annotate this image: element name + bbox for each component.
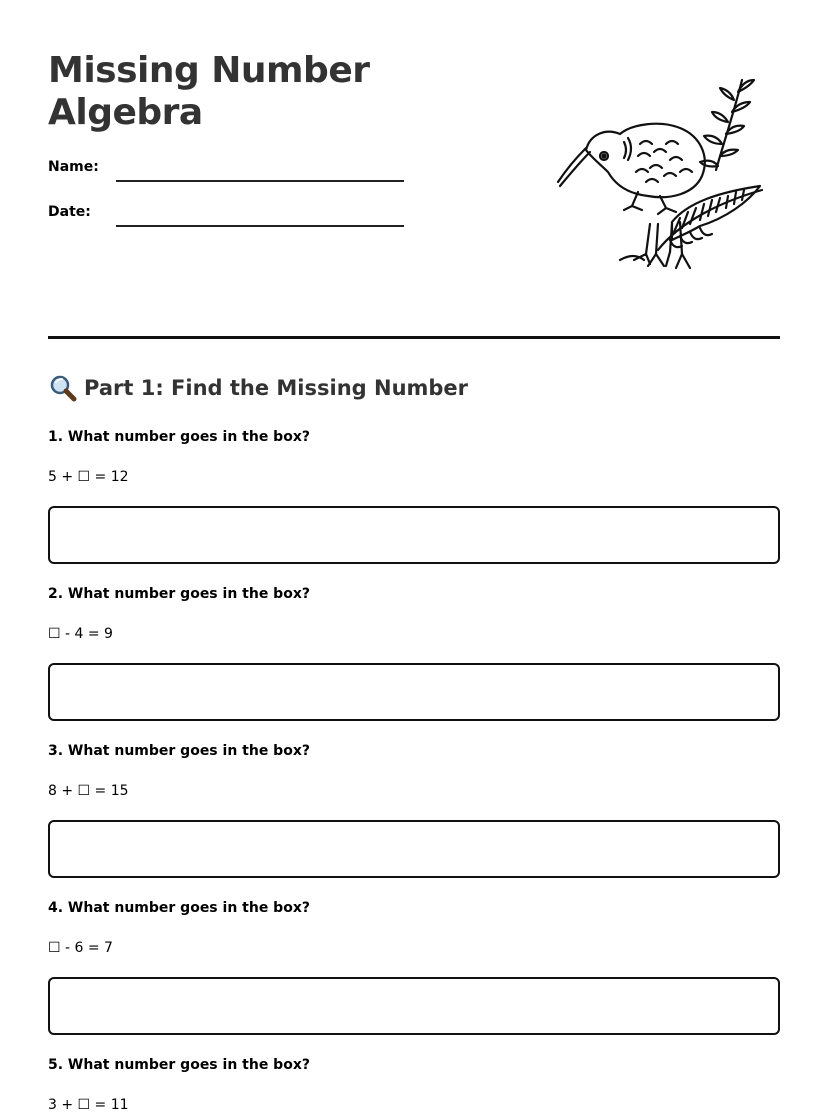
question-5-title: 5. What number goes in the box? bbox=[48, 1057, 310, 1073]
question-2-answer-box[interactable] bbox=[48, 663, 780, 721]
fern-frond-icon bbox=[700, 80, 754, 170]
question-1-title: 1. What number goes in the box? bbox=[48, 429, 310, 445]
question-5-equation: 3 + ☐ = 11 bbox=[48, 1097, 129, 1113]
question-3-title: 3. What number goes in the box? bbox=[48, 743, 310, 759]
question-1-equation: 5 + ☐ = 12 bbox=[48, 469, 129, 485]
question-2-title: 2. What number goes in the box? bbox=[48, 586, 310, 602]
question-1-answer-box[interactable] bbox=[48, 506, 780, 564]
question-3-answer-box[interactable] bbox=[48, 820, 780, 878]
kiwi-fern-illustration bbox=[520, 72, 770, 278]
question-4-title: 4. What number goes in the box? bbox=[48, 900, 310, 916]
date-field[interactable] bbox=[116, 225, 404, 227]
question-4-answer-box[interactable] bbox=[48, 977, 780, 1035]
name-label: Name: bbox=[48, 159, 99, 175]
worksheet-title bbox=[48, 50, 370, 134]
section-heading-text: Part 1: Find the Missing Number bbox=[84, 376, 469, 400]
date-label: Date: bbox=[48, 204, 91, 220]
name-field[interactable] bbox=[116, 180, 404, 182]
title-line-2: Algebra bbox=[48, 92, 203, 133]
magnifying-glass-icon bbox=[48, 373, 78, 403]
question-4-equation: ☐ - 6 = 7 bbox=[48, 940, 113, 956]
question-3-equation: 8 + ☐ = 15 bbox=[48, 783, 129, 799]
header-divider bbox=[48, 336, 780, 339]
question-2-equation: ☐ - 4 = 9 bbox=[48, 626, 113, 642]
section-heading bbox=[48, 372, 468, 404]
title-line-1: Missing Number bbox=[48, 50, 370, 91]
